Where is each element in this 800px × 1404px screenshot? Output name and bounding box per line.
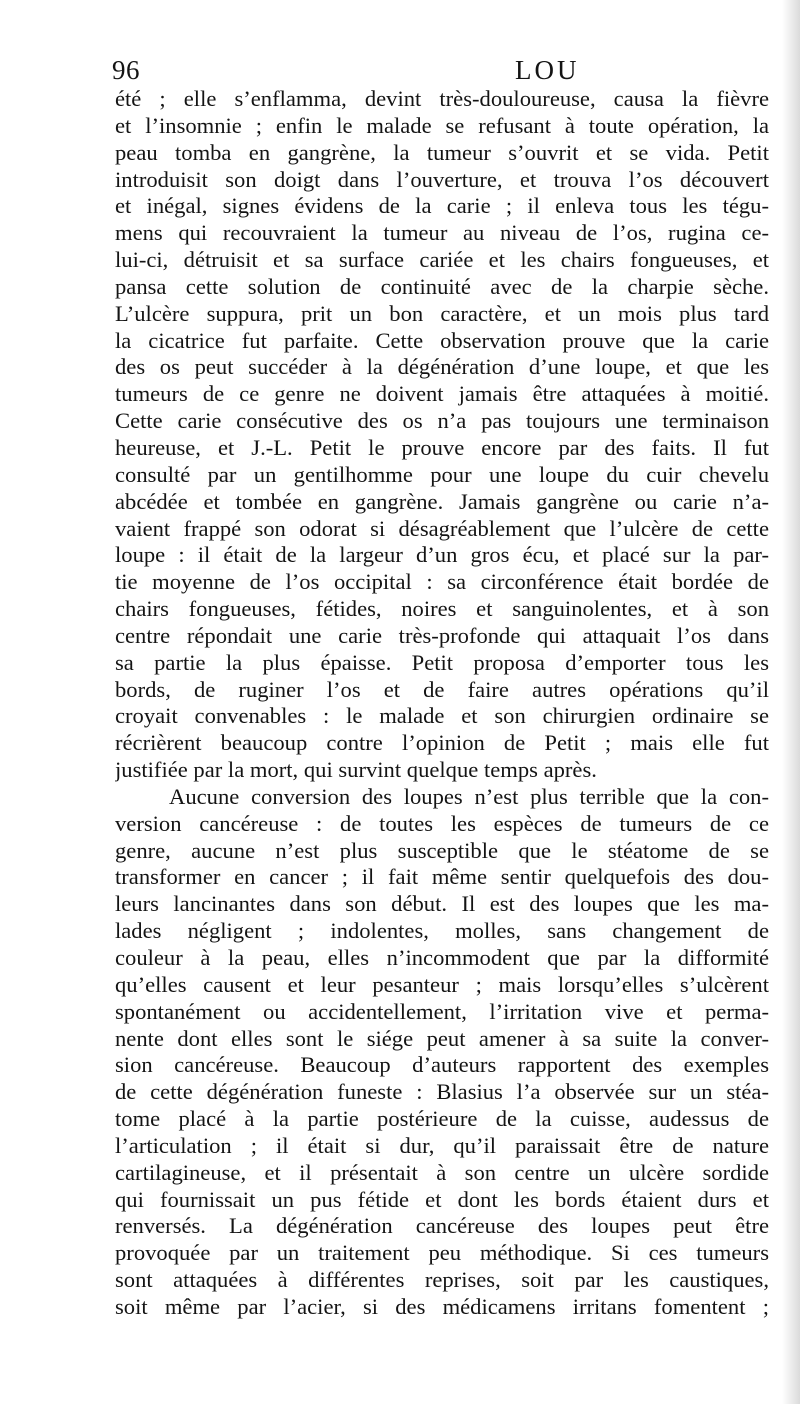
text-line: cartilagineuse, et il présentait à son centre un ulcère sordide [115,1159,769,1185]
text-line: de cette dégénération funeste : Blasius l’a observée sur un stéa- [115,1079,769,1105]
text-line: lades négligent ; indolentes, molles, sans changement de [115,918,769,944]
text-line: récrièrent beaucoup contre l’opinion de Petit ; mais elle fut [115,730,769,756]
text-line: peau tomba en gangrène, la tumeur s’ouvrit et se vida. Petit [115,139,769,165]
text-line: leurs lancinantes dans son début. Il est des loupes que les ma- [115,891,769,917]
text-line: tome placé à la partie postérieure de la cuisse, audessus de [115,1106,769,1132]
page-number: 96 [112,55,140,85]
text-line: sa partie la plus épaisse. Petit proposa d’emporter tous les [115,649,769,675]
text-line: transformer en cancer ; il fait même sentir quelquefois des dou- [115,864,769,890]
text-line: consulté par un gentilhomme pour une loupe du cuir chevelu [115,461,769,487]
text-line: des os peut succéder à la dégénération d’une loupe, et que les [115,354,769,380]
text-line: bords, de ruginer l’os et de faire autres opérations qu’il [115,676,769,702]
text-line: loupe : il était de la largeur d’un gros écu, et placé sur la par- [115,542,769,568]
text-line: couleur à la peau, elles n’incommodent que par la difformité [115,945,769,970]
text-line: été ; elle s’enflamma, devint très-douloureuse, causa la fièvre [115,86,769,111]
text-line: version cancéreuse : de toutes les espèces de tumeurs de ce [115,810,769,836]
page-edge-shadow [782,0,800,1404]
text-line: centre répondait une carie très-profonde qui attaquait l’os dans [115,622,769,648]
text-line: la cicatrice fut parfaite. Cette observation prouve que la carie [115,327,769,353]
text-line: lui-ci, détruisit et sa surface cariée et les chairs fongueuses, et [115,247,769,273]
text-line: soit même par l’acier, si des médicamens irritans fomentent ; [115,1293,769,1319]
text-line: tumeurs de ce genre ne doivent jamais être attaquées à moitié. [115,381,769,407]
text-line: abcédée et tombée en gangrène. Jamais gangrène ou carie n’a- [115,488,769,514]
text-line: provoquée par un traitement peu méthodique. Si ces tumeurs [115,1240,769,1266]
text-line: sont attaquées à différentes reprises, soit par les caustiques, [115,1267,769,1293]
text-line: qu’elles causent et leur pesanteur ; mais lorsqu’elles s’ulcèrent [115,971,769,997]
text-line: genre, aucune n’est plus susceptible que le stéatome de se [115,837,769,863]
text-line: renversés. La dégénération cancéreuse des loupes peut être [115,1213,769,1239]
body-text [115,86,769,1321]
text-line: chairs fongueuses, fétides, noires et sanguinolentes, et à son [115,596,769,622]
text-line: pansa cette solution de continuité avec de la charpie sèche. [115,273,769,299]
text-line: L’ulcère suppura, prit un bon caractère, et un mois plus tard [115,300,769,326]
text-line: qui fournissait un pus fétide et dont les bords étaient durs et [115,1186,769,1212]
text-line: sion cancéreuse. Beaucoup d’auteurs rapportent des exemples [115,1052,769,1078]
text-line: introduisit son doigt dans l’ouverture, et trouva l’os découvert [115,166,769,192]
text-line: spontanément ou accidentellement, l’irritation vive et perma- [115,998,769,1024]
text-line: nente dont elles sont le siége peut amener à sa suite la conver- [115,1025,769,1051]
text-line: l’articulation ; il était si dur, qu’il paraissait être de nature [115,1132,769,1158]
text-line: mens qui recouvraient la tumeur au niveau de l’os, rugina ce- [115,220,769,246]
text-line: croyait convenables : le malade et son chirurgien ordinaire se [115,703,769,729]
text-line: et l’insomnie ; enfin le malade se refusant à toute opération, la [115,112,769,138]
text-line: Cette carie consécutive des os n’a pas toujours une terminaison [115,408,769,434]
paragraph-last-line: justifiée par la mort, qui survint quelque temps après. [115,757,597,783]
text-line: tie moyenne de l’os occipital : sa circonférence était bordée de [115,569,769,595]
text-line: heureuse, et J.-L. Petit le prouve encore par des faits. Il fut [115,434,769,460]
paragraph-first-line: Aucune conversion des loupes n’est plus terrible que la con- [169,783,769,809]
page-header [110,52,770,88]
text-line: et inégal, signes évidens de la carie ; il enleva tous les tégu- [115,193,769,219]
running-head: LOU [515,55,580,85]
text-line: vaient frappé son odorat si désagréablement que l’ulcère de cette [115,515,769,541]
